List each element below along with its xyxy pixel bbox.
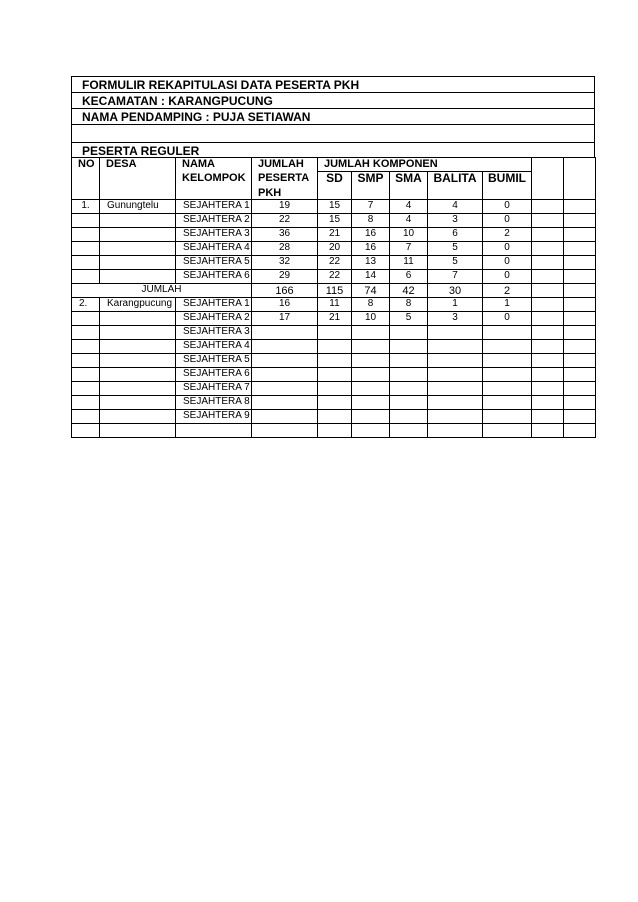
row-desa: Gunungtelu xyxy=(100,200,176,214)
row-sma: 4 xyxy=(390,200,428,214)
row-no xyxy=(72,228,100,242)
table-row xyxy=(72,256,596,270)
row-bumil xyxy=(483,368,532,382)
row-kelompok: SEJAHTERA 8 xyxy=(176,396,252,410)
row-bumil: 1 xyxy=(483,298,532,312)
row-bumil xyxy=(483,382,532,396)
table-row xyxy=(72,396,596,410)
row-extra-2 xyxy=(564,298,596,312)
row-smp: 14 xyxy=(352,270,390,284)
row-no xyxy=(72,242,100,256)
row-bumil: 0 xyxy=(483,242,532,256)
row-bumil xyxy=(483,340,532,354)
group-gunungtelu xyxy=(72,200,596,284)
row-sd: 21 xyxy=(318,312,352,326)
table-row xyxy=(72,270,596,284)
total-sma: 42 xyxy=(390,284,428,298)
row-no xyxy=(72,340,100,354)
row-sma: 8 xyxy=(390,298,428,312)
row-no xyxy=(72,382,100,396)
row-peserta: 36 xyxy=(252,228,318,242)
row-peserta: 29 xyxy=(252,270,318,284)
row-extra-1 xyxy=(532,312,564,326)
row-sd: 21 xyxy=(318,228,352,242)
table-row xyxy=(72,368,596,382)
row-sd: 11 xyxy=(318,298,352,312)
table-row xyxy=(72,298,596,312)
row-sd: 20 xyxy=(318,242,352,256)
row-smp: 13 xyxy=(352,256,390,270)
group-karangpucung xyxy=(72,298,596,424)
row-smp: 10 xyxy=(352,312,390,326)
row-sma: 4 xyxy=(390,214,428,228)
row-smp: 16 xyxy=(352,228,390,242)
row-extra-1 xyxy=(532,298,564,312)
row-balita xyxy=(428,354,483,368)
row-desa xyxy=(100,396,176,410)
row-desa xyxy=(100,228,176,242)
total-row xyxy=(72,284,596,298)
row-sd xyxy=(318,396,352,410)
row-extra-2 xyxy=(564,382,596,396)
col-smp: SMP xyxy=(352,172,390,188)
row-kelompok: SEJAHTERA 1 xyxy=(176,200,252,214)
col-bumil: BUMIL xyxy=(483,172,532,188)
form-title: FORMULIR REKAPITULASI DATA PESERTA PKH xyxy=(71,76,595,92)
row-kelompok: SEJAHTERA 4 xyxy=(176,340,252,354)
row-extra-2 xyxy=(564,354,596,368)
row-balita xyxy=(428,326,483,340)
row-extra-2 xyxy=(564,312,596,326)
row-no xyxy=(72,256,100,270)
col-kelompok: KELOMPOK xyxy=(176,172,252,188)
col-extra-2 xyxy=(564,158,596,172)
row-extra-2 xyxy=(564,410,596,424)
row-bumil: 0 xyxy=(483,214,532,228)
col-jumlah: JUMLAH xyxy=(252,158,318,172)
row-sma xyxy=(390,354,428,368)
row-extra-1 xyxy=(532,256,564,270)
blank-row xyxy=(71,124,595,142)
row-smp: 8 xyxy=(352,214,390,228)
row-sd: 22 xyxy=(318,256,352,270)
row-smp xyxy=(352,354,390,368)
row-peserta xyxy=(252,340,318,354)
recap-table xyxy=(71,157,596,438)
col-peserta: PESERTA xyxy=(252,172,318,188)
row-bumil xyxy=(483,354,532,368)
table-row xyxy=(72,214,596,228)
row-kelompok: SEJAHTERA 7 xyxy=(176,382,252,396)
form-sheet xyxy=(71,76,595,438)
row-bumil xyxy=(483,326,532,340)
row-extra-1 xyxy=(532,270,564,284)
row-smp: 7 xyxy=(352,200,390,214)
col-sd: SD xyxy=(318,172,352,188)
row-peserta: 19 xyxy=(252,200,318,214)
row-sma: 11 xyxy=(390,256,428,270)
row-sd xyxy=(318,326,352,340)
row-balita xyxy=(428,340,483,354)
row-sd xyxy=(318,382,352,396)
row-sd xyxy=(318,354,352,368)
section-title: PESERTA REGULER xyxy=(71,142,595,157)
row-peserta: 22 xyxy=(252,214,318,228)
row-sma xyxy=(390,368,428,382)
row-sma xyxy=(390,382,428,396)
row-extra-1 xyxy=(532,214,564,228)
row-peserta: 28 xyxy=(252,242,318,256)
row-extra-1 xyxy=(532,242,564,256)
total-sd: 115 xyxy=(318,284,352,298)
row-no xyxy=(72,368,100,382)
row-extra-1 xyxy=(532,228,564,242)
row-no xyxy=(72,270,100,284)
row-no xyxy=(72,326,100,340)
row-extra-2 xyxy=(564,368,596,382)
total-peserta: 166 xyxy=(252,284,318,298)
row-balita: 6 xyxy=(428,228,483,242)
row-extra-2 xyxy=(564,228,596,242)
row-kelompok: SEJAHTERA 5 xyxy=(176,354,252,368)
row-balita xyxy=(428,368,483,382)
row-extra-1 xyxy=(532,396,564,410)
row-extra-2 xyxy=(564,256,596,270)
row-desa xyxy=(100,270,176,284)
row-extra-1 xyxy=(532,354,564,368)
row-extra-2 xyxy=(564,396,596,410)
table-row xyxy=(72,410,596,424)
row-smp xyxy=(352,382,390,396)
row-kelompok: SEJAHTERA 2 xyxy=(176,312,252,326)
row-balita: 4 xyxy=(428,200,483,214)
row-extra-2 xyxy=(564,270,596,284)
row-kelompok: SEJAHTERA 3 xyxy=(176,228,252,242)
row-extra-1 xyxy=(532,200,564,214)
row-balita: 7 xyxy=(428,270,483,284)
row-desa xyxy=(100,214,176,228)
row-desa xyxy=(100,340,176,354)
row-balita xyxy=(428,382,483,396)
row-sma: 5 xyxy=(390,312,428,326)
row-no: 1. xyxy=(72,200,100,214)
row-bumil: 0 xyxy=(483,256,532,270)
total-smp: 74 xyxy=(352,284,390,298)
table-row xyxy=(72,354,596,368)
table-header xyxy=(72,158,596,200)
col-nama: NAMA xyxy=(176,158,252,172)
table-row xyxy=(72,242,596,256)
row-sd: 15 xyxy=(318,214,352,228)
row-no xyxy=(72,396,100,410)
total-balita: 30 xyxy=(428,284,483,298)
row-sd: 15 xyxy=(318,200,352,214)
row-sma xyxy=(390,326,428,340)
row-sma xyxy=(390,396,428,410)
table-row xyxy=(72,326,596,340)
blank-table-row xyxy=(72,424,596,438)
row-balita: 1 xyxy=(428,298,483,312)
row-balita xyxy=(428,396,483,410)
row-smp xyxy=(352,368,390,382)
table-row xyxy=(72,228,596,242)
col-pkh: PKH xyxy=(252,187,318,200)
row-extra-2 xyxy=(564,340,596,354)
row-desa xyxy=(100,410,176,424)
row-no xyxy=(72,214,100,228)
row-peserta xyxy=(252,410,318,424)
table-row xyxy=(72,312,596,326)
row-peserta: 32 xyxy=(252,256,318,270)
row-kelompok: SEJAHTERA 6 xyxy=(176,368,252,382)
row-sd: 22 xyxy=(318,270,352,284)
row-extra-1 xyxy=(532,410,564,424)
row-smp xyxy=(352,396,390,410)
row-sma: 10 xyxy=(390,228,428,242)
row-smp xyxy=(352,340,390,354)
row-extra-1 xyxy=(532,326,564,340)
row-sma: 7 xyxy=(390,242,428,256)
row-kelompok: SEJAHTERA 5 xyxy=(176,256,252,270)
row-peserta xyxy=(252,382,318,396)
pendamping-line: NAMA PENDAMPING : PUJA SETIAWAN xyxy=(71,108,595,124)
row-peserta xyxy=(252,396,318,410)
row-bumil xyxy=(483,396,532,410)
row-smp xyxy=(352,326,390,340)
col-komponen: JUMLAH KOMPONEN xyxy=(318,158,532,172)
row-extra-2 xyxy=(564,242,596,256)
table-row xyxy=(72,200,596,214)
total-bumil: 2 xyxy=(483,284,532,298)
row-no xyxy=(72,410,100,424)
col-no: NO xyxy=(72,158,100,172)
col-sma: SMA xyxy=(390,172,428,188)
row-balita: 5 xyxy=(428,242,483,256)
row-kelompok: SEJAHTERA 6 xyxy=(176,270,252,284)
row-extra-1 xyxy=(532,340,564,354)
row-sd xyxy=(318,410,352,424)
row-extra-2 xyxy=(564,200,596,214)
row-sma xyxy=(390,340,428,354)
row-sd xyxy=(318,368,352,382)
row-peserta: 17 xyxy=(252,312,318,326)
row-kelompok: SEJAHTERA 1 xyxy=(176,298,252,312)
row-peserta xyxy=(252,368,318,382)
row-bumil: 0 xyxy=(483,312,532,326)
row-desa xyxy=(100,242,176,256)
row-bumil: 0 xyxy=(483,270,532,284)
row-kelompok: SEJAHTERA 2 xyxy=(176,214,252,228)
row-smp: 8 xyxy=(352,298,390,312)
row-no xyxy=(72,354,100,368)
row-kelompok: SEJAHTERA 4 xyxy=(176,242,252,256)
table-footer xyxy=(72,424,596,438)
total-label: JUMLAH xyxy=(72,284,252,298)
row-desa xyxy=(100,312,176,326)
row-balita xyxy=(428,410,483,424)
row-smp: 16 xyxy=(352,242,390,256)
col-balita: BALITA xyxy=(428,172,483,188)
row-peserta: 16 xyxy=(252,298,318,312)
row-smp xyxy=(352,410,390,424)
table-row xyxy=(72,340,596,354)
col-desa: DESA xyxy=(100,158,176,172)
row-desa xyxy=(100,354,176,368)
row-peserta xyxy=(252,354,318,368)
kecamatan-line: KECAMATAN : KARANGPUCUNG xyxy=(71,92,595,108)
row-bumil xyxy=(483,410,532,424)
row-kelompok: SEJAHTERA 3 xyxy=(176,326,252,340)
row-desa: Karangpucung xyxy=(100,298,176,312)
row-extra-2 xyxy=(564,214,596,228)
row-extra-1 xyxy=(532,368,564,382)
row-sd xyxy=(318,340,352,354)
row-desa xyxy=(100,326,176,340)
row-extra-2 xyxy=(564,326,596,340)
row-balita: 3 xyxy=(428,214,483,228)
row-desa xyxy=(100,256,176,270)
row-balita: 5 xyxy=(428,256,483,270)
row-peserta xyxy=(252,326,318,340)
row-no: 2. xyxy=(72,298,100,312)
row-bumil: 0 xyxy=(483,200,532,214)
row-bumil: 2 xyxy=(483,228,532,242)
row-sma: 6 xyxy=(390,270,428,284)
row-desa xyxy=(100,382,176,396)
row-desa xyxy=(100,368,176,382)
row-extra-1 xyxy=(532,382,564,396)
row-no xyxy=(72,312,100,326)
row-sma xyxy=(390,410,428,424)
table-row xyxy=(72,382,596,396)
total-gunungtelu xyxy=(72,284,596,298)
row-kelompok: SEJAHTERA 9 xyxy=(176,410,252,424)
col-extra-1 xyxy=(532,158,564,172)
row-balita: 3 xyxy=(428,312,483,326)
